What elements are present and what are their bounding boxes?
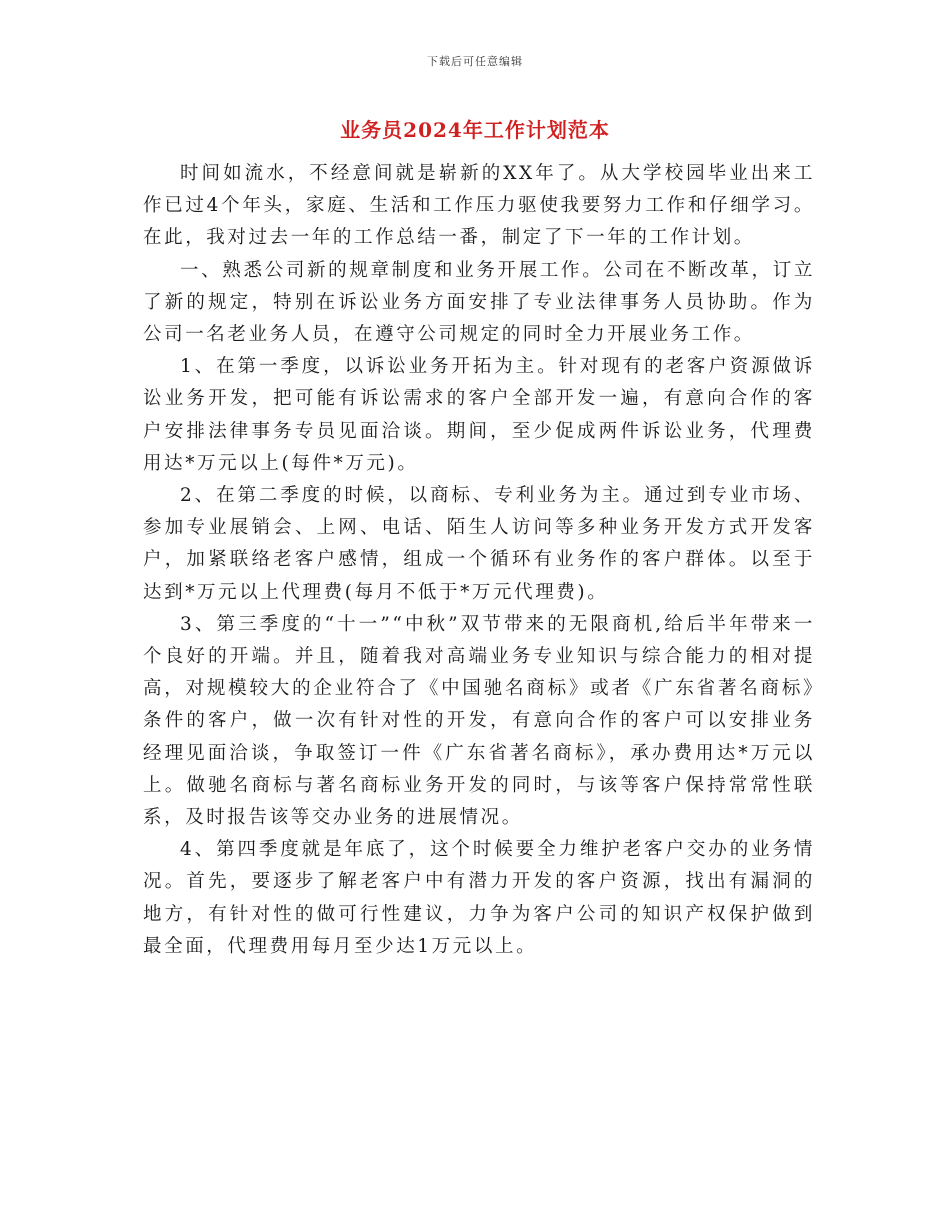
paragraph-section-one: 一、熟悉公司新的规章制度和业务开展工作。公司在不断改革，订立了新的规定，特别在诉讼业务方面安排了专业法律事务人员协助。作为公司一名老业务人员，在遵守公司规定的同时全力开展业务工作。 (143, 259, 815, 346)
paragraph-q3: 3、第三季度的“十一”“中秋”双节带来的无限商机,给后半年带来一个良好的开端。并且，随着我对高端业务专业知识与综合能力的相对提高，对规模较大的企业符合了《中国驰名商标》或者《广东省著名商标》条件的客户，做一次有针对性的开发，有意向合作的客户可以安排业务经理见面洽谈，争取签订一件《广东省著名商标》，承办费用达*万元以上。做驰名商标与著名商标业务开发的同时，与该等客户保持常常性联系，及时报告该等交办业务的进展情况。 (143, 613, 815, 829)
page-header-note: 下载后可任意编辑 (427, 55, 523, 68)
paragraph-intro: 时间如流水，不经意间就是崭新的XX年了。从大学校园毕业出来工作已过4个年头，家庭、生活和工作压力驱使我要努力工作和仔细学习。在此，我对过去一年的工作总结一番，制定了下一年的工作计划。 (143, 163, 815, 249)
paragraph-q1: 1、在第一季度，以诉讼业务开拓为主。针对现有的老客户资源做诉讼业务开发，把可能有诉讼需求的客户全部开发一遍，有意向合作的客户安排法律事务专员见面洽谈。期间，至少促成两件诉讼业务，代理费用达*万元以上(每件*万元)。 (143, 356, 815, 474)
document-title: 业务员2024年工作计划范本 (340, 118, 610, 142)
document-body (143, 158, 815, 963)
paragraph-q2: 2、在第二季度的时候，以商标、专利业务为主。通过到专业市场、参加专业展销会、上网、电话、陌生人访问等多种业务开发方式开发客户，加紧联络老客户感情，组成一个循环有业务作的客户群体。以至于达到*万元以上代理费(每月不低于*万元代理费)。 (143, 485, 815, 603)
paragraph-q4: 4、第四季度就是年底了，这个时候要全力维护老客户交办的业务情况。首先，要逐步了解老客户中有潜力开发的客户资源，找出有漏洞的地方，有针对性的做可行性建议，力争为客户公司的知识产权保护做到最全面，代理费用每月至少达1万元以上。 (143, 839, 815, 957)
